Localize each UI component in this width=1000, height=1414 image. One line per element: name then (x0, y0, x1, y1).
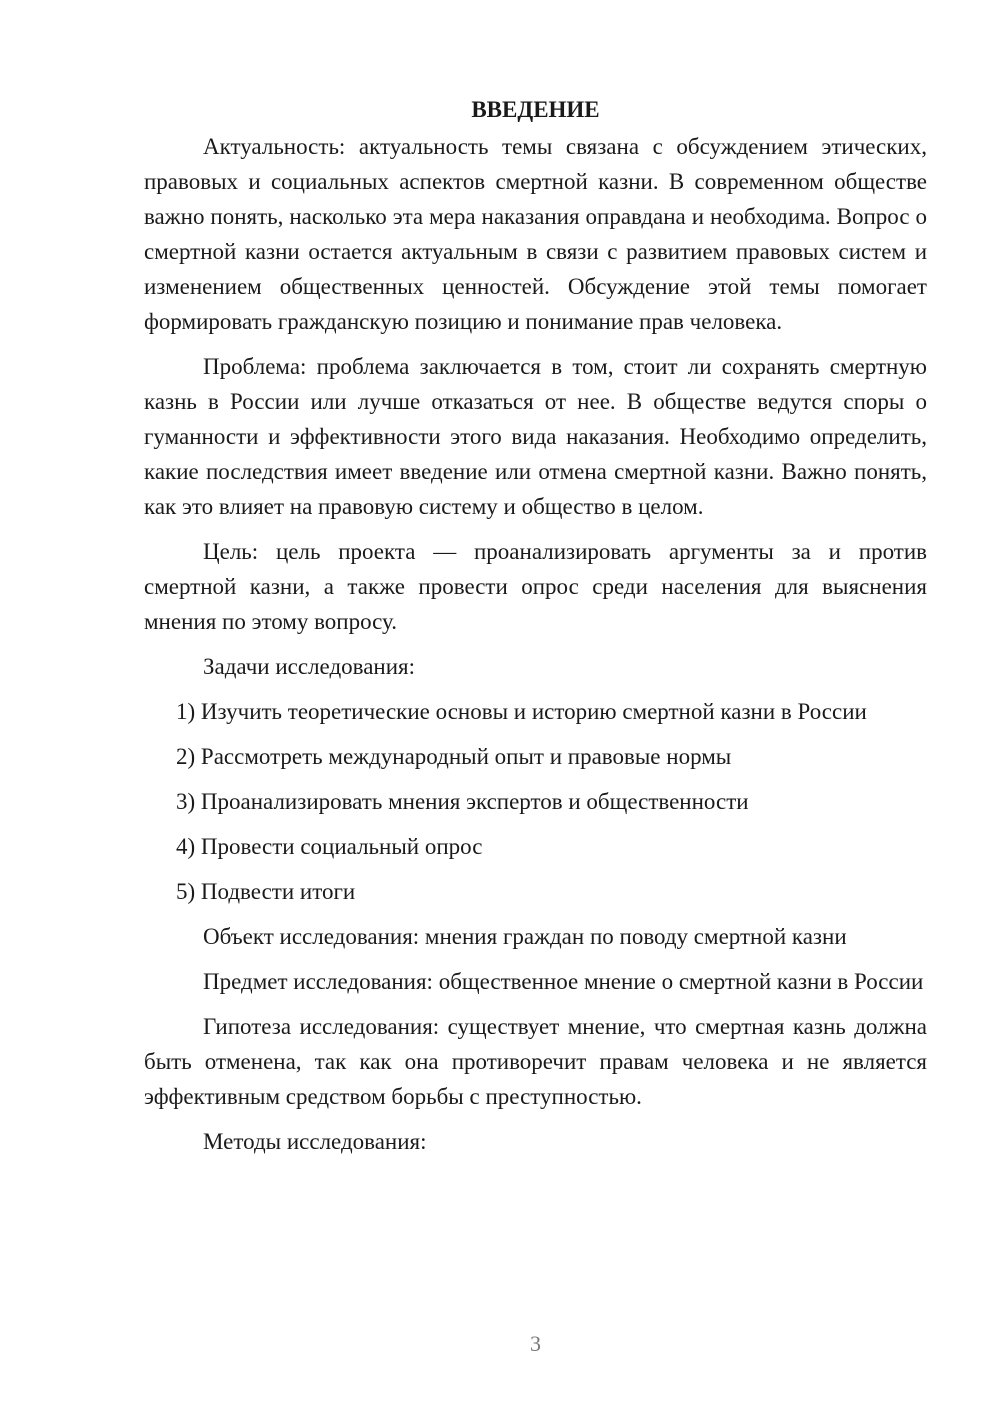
task-item-2: 2) Рассмотреть международный опыт и правовые нормы (176, 744, 732, 769)
subject-paragraph: Предмет исследования: общественное мнение о смертной казни в России (203, 969, 924, 994)
goal-paragraph: Цель: цель проекта — проанализировать аргументы за и против смертной казни, а также провести опрос среди населения для выяснения мнения по этому вопросу. (144, 539, 927, 634)
task-item-1: 1) Изучить теоретические основы и историю смертной казни в России (176, 699, 867, 724)
task-item-5: 5) Подвести итоги (176, 879, 356, 904)
methods-heading: Методы исследования: (203, 1129, 427, 1154)
task-item-4: 4) Провести социальный опрос (176, 834, 483, 859)
task-item-3: 3) Проанализировать мнения экспертов и общественности (176, 789, 749, 814)
page-title: ВВЕДЕНИЕ (471, 97, 600, 122)
hypothesis-paragraph: Гипотеза исследования: существует мнение, что смертная казнь должна быть отменена, так как она противоречит правам человека и не является эффективным средством борьбы с преступностью. (144, 1014, 927, 1109)
page-number: 3 (530, 1331, 541, 1356)
object-paragraph: Объект исследования: мнения граждан по поводу смертной казни (203, 924, 847, 949)
tasks-list (144, 694, 927, 909)
problem-paragraph: Проблема: проблема заключается в том, стоит ли сохранять смертную казнь в России или лучше отказаться от нее. В обществе ведутся споры о гуманности и эффективности этого вида наказания. Необходимо определить, какие последствия имеет введение или отмена смертной казни. Важно понять, как это влияет на правовую систему и общество в целом. (144, 354, 927, 519)
relevance-paragraph: Актуальность: актуальность темы связана с обсуждением этических, правовых и социальных аспектов смертной казни. В современном обществе важно понять, насколько эта мера наказания оправдана и необходима. Вопрос о смертной казни остается актуальным в связи с развитием правовых систем и изменением общественных ценностей. Обсуждение этой темы помогает формировать гражданскую позицию и понимание прав человека. (144, 134, 927, 334)
page-content (144, 92, 927, 1169)
tasks-heading: Задачи исследования: (203, 654, 416, 679)
